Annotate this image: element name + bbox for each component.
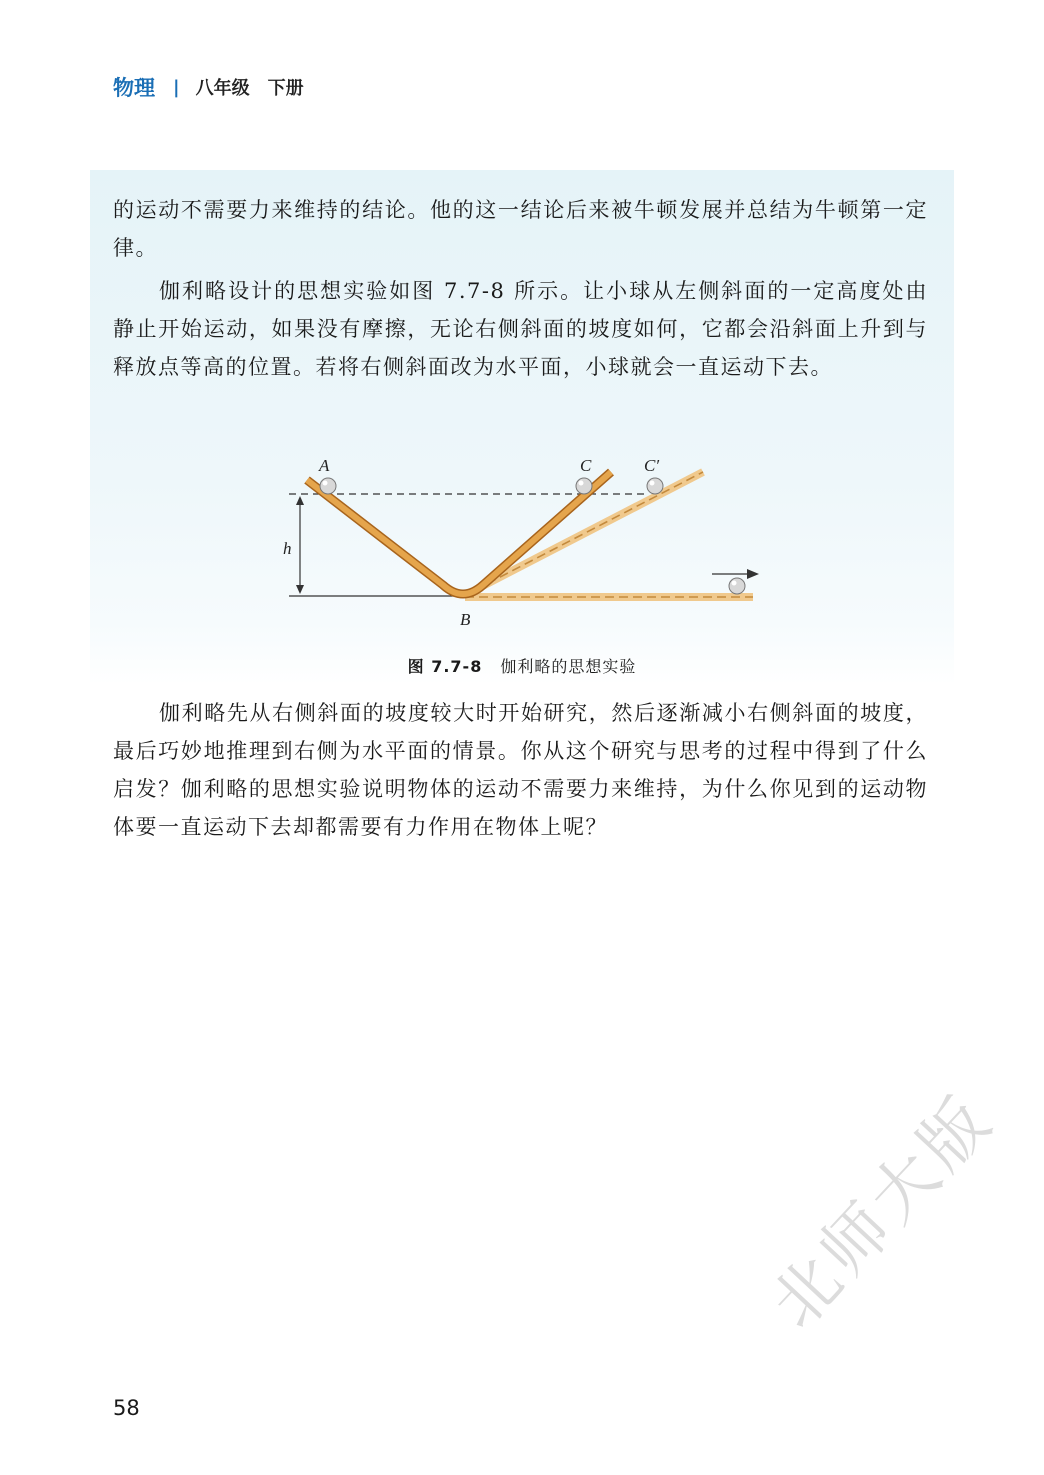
main-ramp bbox=[307, 472, 611, 594]
label-b: B bbox=[460, 610, 471, 629]
caption-title: 伽利略的思想实验 bbox=[500, 657, 637, 676]
ball-a bbox=[320, 478, 336, 494]
motion-arrow-head bbox=[747, 569, 759, 579]
height-arrow-head-bottom bbox=[296, 585, 304, 594]
label-h: h bbox=[283, 539, 292, 558]
header-separator: | bbox=[173, 76, 180, 98]
ball-c-prime bbox=[647, 478, 663, 494]
figure-caption bbox=[0, 654, 1044, 677]
page-header bbox=[113, 72, 304, 102]
page-number: 58 bbox=[113, 1396, 140, 1420]
label-c: C bbox=[580, 456, 592, 475]
label-c-prime: C′ bbox=[644, 456, 660, 475]
header-subject: 物理 bbox=[113, 76, 155, 100]
caption-number: 图 7.7-8 bbox=[407, 657, 483, 676]
paragraph-2: 伽利略设计的思想实验如图 7.7-8 所示。让小球从左侧斜面的一定高度处由静止开始运动，如果没有摩擦，无论右侧斜面的坡度如何，它都会沿斜面上升到与释放点等高的位置。若将右侧斜面改为水平面，小球就会一直运动下去。 bbox=[113, 279, 928, 379]
ball-c bbox=[576, 478, 592, 494]
height-arrow-head-top bbox=[296, 496, 304, 505]
galileo-experiment-diagram bbox=[275, 450, 775, 640]
header-volume: 下册 bbox=[267, 78, 304, 99]
publisher-watermark: 北师大版 bbox=[755, 1079, 1009, 1343]
ball-horizontal bbox=[729, 578, 745, 594]
label-a: A bbox=[319, 456, 330, 475]
header-grade: 八年级 bbox=[195, 78, 250, 99]
paragraph-3: 伽利略先从右侧斜面的坡度较大时开始研究，然后逐渐减小右侧斜面的坡度，最后巧妙地推理到右侧为水平面的情景。你从这个研究与思考的过程中得到了什么启发？伽利略的思想实验说明物体的运动不需要力来维持，为什么你见到的运动物体要一直运动下去却都需要有力作用在物体上呢？ bbox=[113, 701, 928, 839]
paragraph-1: 的运动不需要力来维持的结论。他的这一结论后来被牛顿发展并总结为牛顿第一定律。 bbox=[113, 198, 928, 260]
